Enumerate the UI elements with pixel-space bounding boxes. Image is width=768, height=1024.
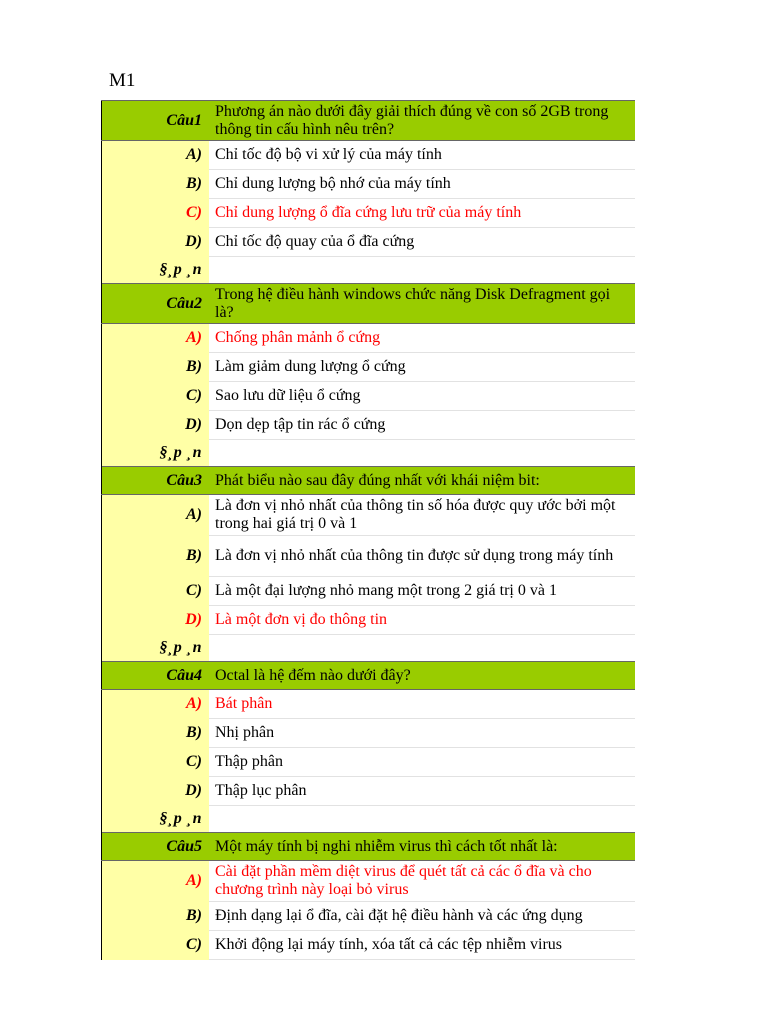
option-text: Là đơn vị nhỏ nhất của thông tin được sử dụng trong máy tính (209, 536, 635, 577)
question-header (102, 284, 636, 324)
option-text: Định dạng lại ổ đĩa, cài đặt hệ điều hành và các ứng dụng (209, 902, 635, 931)
option-row (102, 931, 636, 960)
option-label: A) (102, 861, 210, 902)
option-row (102, 719, 636, 748)
option-label: D) (102, 228, 210, 257)
option-row (102, 353, 636, 382)
option-row (102, 606, 636, 635)
answer-row (102, 806, 636, 833)
option-label: D) (102, 777, 210, 806)
option-text: Chỉ tốc độ quay của ổ đĩa cứng (209, 228, 635, 257)
question-text: Một máy tính bị nghi nhiễm virus thì cách tốt nhất là: (209, 833, 635, 861)
answer-label: §¸p ¸n (102, 440, 210, 467)
question-text: Phát biểu nào sau đây đúng nhất với khái niệm bit: (209, 467, 635, 495)
option-label: A) (102, 690, 210, 719)
option-text-correct: Cài đặt phần mềm diệt virus để quét tất cả các ổ đĩa và cho chương trình này loại bỏ virus (209, 861, 635, 902)
answer-value (209, 257, 635, 284)
option-text-correct: Bát phân (209, 690, 635, 719)
option-label: C) (102, 748, 210, 777)
option-row (102, 690, 636, 719)
answer-label: §¸p ¸n (102, 635, 210, 662)
option-row (102, 141, 636, 170)
quiz-table (101, 100, 635, 960)
answer-row (102, 257, 636, 284)
option-text: Chỉ dung lượng bộ nhớ của máy tính (209, 170, 635, 199)
option-text: Thập lục phân (209, 777, 635, 806)
option-label: B) (102, 353, 210, 382)
question-header (102, 662, 636, 690)
option-row (102, 536, 636, 577)
option-row (102, 777, 636, 806)
option-label: B) (102, 719, 210, 748)
option-label: A) (102, 495, 210, 536)
option-row (102, 324, 636, 353)
option-label: B) (102, 170, 210, 199)
option-row (102, 411, 636, 440)
option-row (102, 228, 636, 257)
answer-value (209, 635, 635, 662)
answer-label: §¸p ¸n (102, 806, 210, 833)
option-label: A) (102, 324, 210, 353)
option-text-correct: Chống phân mảnh ổ cứng (209, 324, 635, 353)
option-text: Khởi động lại máy tính, xóa tất cả các tệp nhiễm virus (209, 931, 635, 960)
question-number: Câu3 (102, 467, 210, 495)
question-number: Câu5 (102, 833, 210, 861)
option-text: Nhị phân (209, 719, 635, 748)
question-header (102, 467, 636, 495)
answer-label: §¸p ¸n (102, 257, 210, 284)
question-number: Câu2 (102, 284, 210, 324)
option-label: D) (102, 606, 210, 635)
page-label: M1 (109, 70, 136, 91)
option-label: B) (102, 536, 210, 577)
option-text: Là một đại lượng nhỏ mang một trong 2 giá trị 0 và 1 (209, 577, 635, 606)
question-number: Câu4 (102, 662, 210, 690)
option-label: C) (102, 577, 210, 606)
option-row (102, 748, 636, 777)
question-header (102, 833, 636, 861)
option-row (102, 170, 636, 199)
question-header (102, 101, 636, 141)
option-text-correct: Là một đơn vị đo thông tin (209, 606, 635, 635)
option-label: C) (102, 382, 210, 411)
option-text-correct: Chỉ dung lượng ổ đĩa cứng lưu trữ của máy tính (209, 199, 635, 228)
question-number: Câu1 (102, 101, 210, 141)
option-row (102, 861, 636, 902)
option-text: Chỉ tốc độ bộ vi xử lý của máy tính (209, 141, 635, 170)
option-text: Thập phân (209, 748, 635, 777)
option-label: D) (102, 411, 210, 440)
option-text: Làm giảm dung lượng ổ cứng (209, 353, 635, 382)
option-row (102, 382, 636, 411)
question-text: Trong hệ điều hành windows chức năng Disk Defragment gọi là? (209, 284, 635, 324)
option-label: B) (102, 902, 210, 931)
option-label: C) (102, 199, 210, 228)
answer-value (209, 440, 635, 467)
option-label: A) (102, 141, 210, 170)
option-row (102, 495, 636, 536)
answer-row (102, 635, 636, 662)
question-text: Phương án nào dưới đây giải thích đúng về con số 2GB trong thông tin cấu hình nêu trên? (209, 101, 635, 141)
option-label: C) (102, 931, 210, 960)
answer-value (209, 806, 635, 833)
answer-row (102, 440, 636, 467)
option-row (102, 199, 636, 228)
option-row (102, 577, 636, 606)
option-text: Là đơn vị nhỏ nhất của thông tin số hóa được quy ước bởi một trong hai giá trị 0 và 1 (209, 495, 635, 536)
question-text: Octal là hệ đếm nào dưới đây? (209, 662, 635, 690)
option-text: Dọn dẹp tập tin rác ổ cứng (209, 411, 635, 440)
option-row (102, 902, 636, 931)
option-text: Sao lưu dữ liệu ổ cứng (209, 382, 635, 411)
